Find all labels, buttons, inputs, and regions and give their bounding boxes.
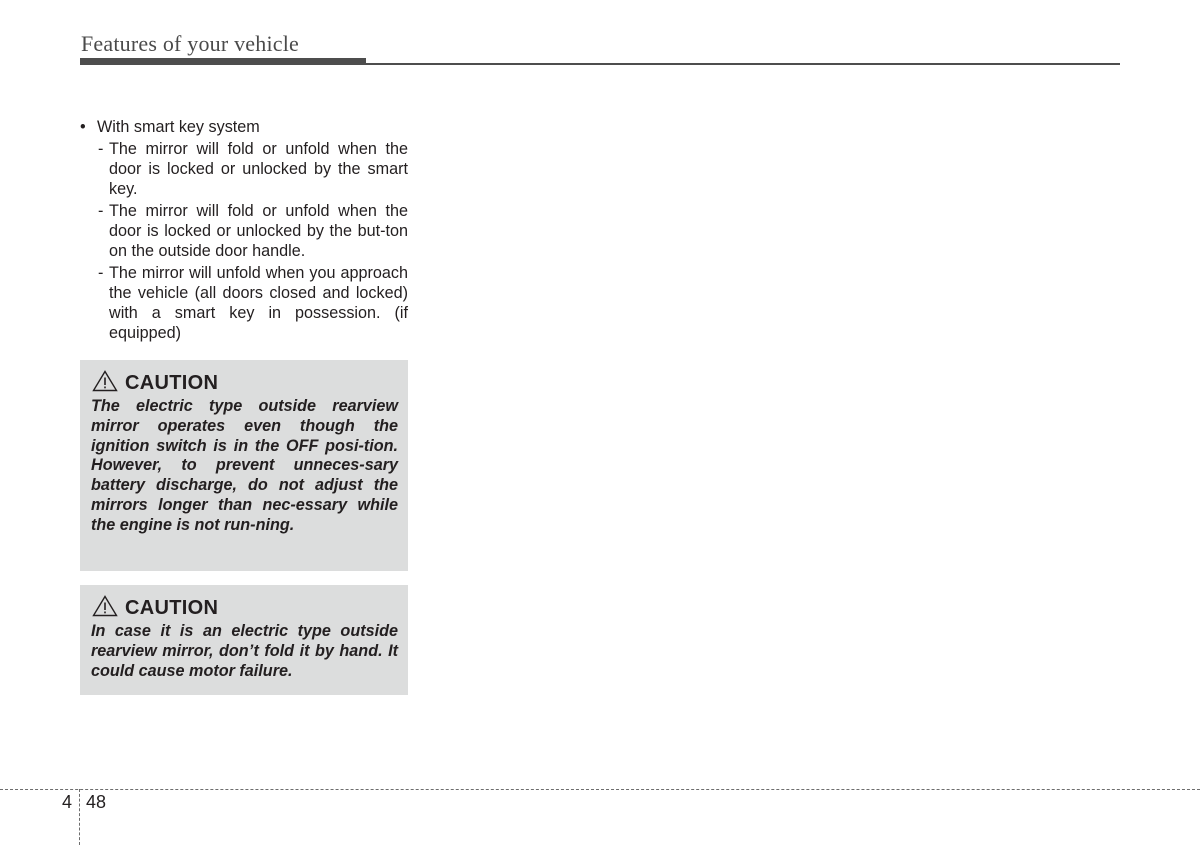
dash-marker: - <box>98 140 104 158</box>
bullet-label: With smart key system <box>97 118 260 136</box>
warning-triangle-icon <box>92 370 125 397</box>
page-header-title: Features of your vehicle <box>81 31 300 56</box>
sub-item-text: The mirror will fold or unfold when the door is locked or unlocked by the but-ton on the outside door handle. <box>109 202 408 260</box>
sub-list <box>80 139 408 343</box>
sub-list-item <box>80 139 408 199</box>
caution-header <box>92 370 398 397</box>
bullet-dot: • <box>80 118 86 136</box>
sub-item-text: The mirror will fold or unfold when the door is locked or unlocked by the smart key. <box>109 140 408 198</box>
header-rule-thin <box>366 63 1120 65</box>
caution-title: CAUTION <box>125 597 219 619</box>
bullet-item <box>80 117 408 137</box>
dash-marker: - <box>98 264 104 282</box>
dash-marker: - <box>98 202 104 220</box>
caution-box <box>80 360 408 571</box>
footer-divider <box>0 789 1200 790</box>
caution-header <box>92 595 398 622</box>
footer-vertical-divider <box>79 789 80 845</box>
main-content <box>80 116 408 345</box>
caution-title: CAUTION <box>125 372 219 394</box>
sub-list-item <box>80 201 408 261</box>
caution-box <box>80 585 408 695</box>
caution-text: In case it is an electric type outside rearview mirror, don’t fold it by hand. It could cause motor failure. <box>91 622 398 680</box>
header-rule-thick <box>80 58 366 65</box>
caution-text: The electric type outside rearview mirror operates even though the ignition switch is in the OFF posi-tion. However, to prevent unneces-sary battery discharge, do not adjust the mirrors longer than nec-essary while the engine is not run-ning. <box>91 397 398 534</box>
sub-item-text: The mirror will unfold when you approach the vehicle (all doors closed and locked) with a smart key in possession. (if equipped) <box>109 264 408 342</box>
warning-triangle-icon <box>92 595 125 622</box>
page-number: 48 <box>86 792 107 812</box>
chapter-number: 4 <box>62 792 73 812</box>
sub-list-item <box>80 263 408 343</box>
